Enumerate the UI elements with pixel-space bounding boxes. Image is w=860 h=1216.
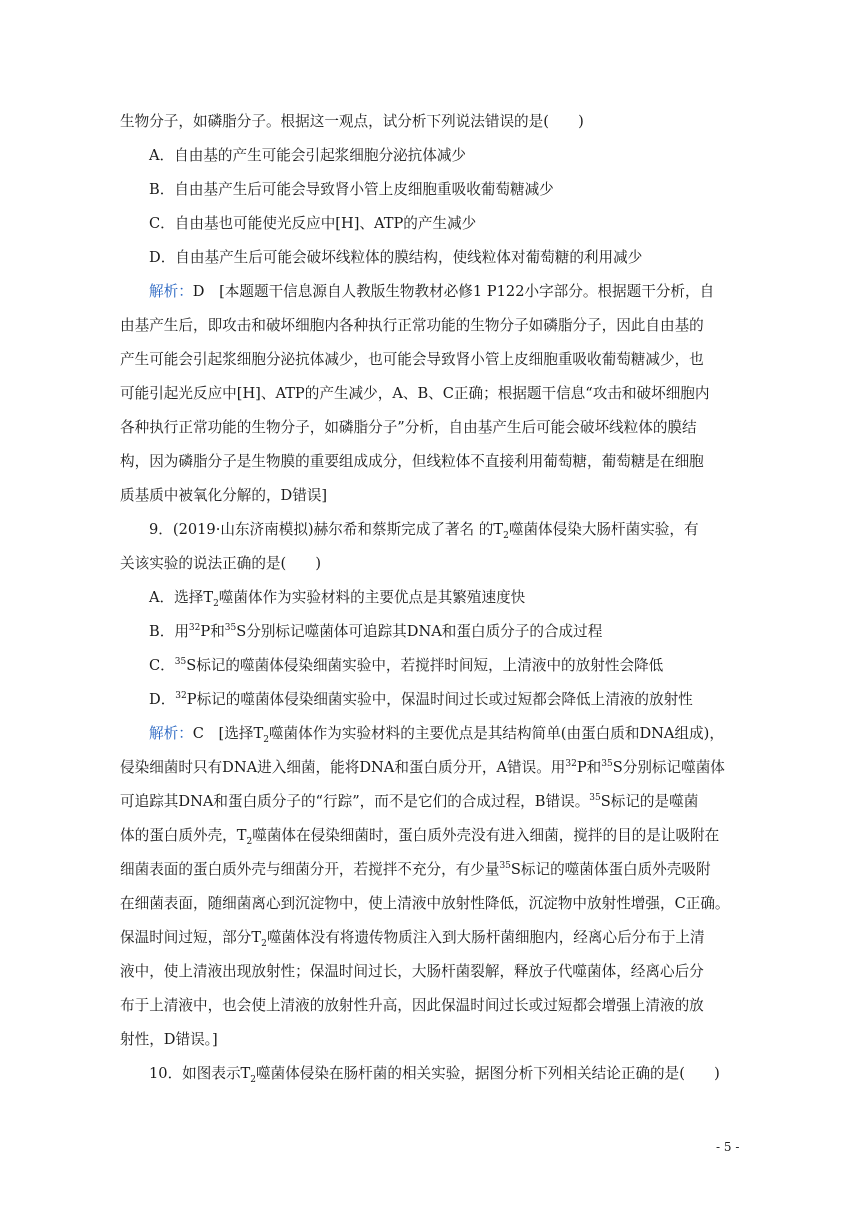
q8-analysis-line: 解析：D [本题题干信息源自人教版生物教材必修1 P122小字部分。根据题干分析，自 [149, 283, 715, 300]
q8-analysis-line: 产生可能会引起浆细胞分泌抗体减少，也可能会导致肾小管上皮细胞重吸收葡萄糖减少，也 [120, 351, 704, 368]
q9-analysis-line: 液中，使上清液出现放射性；保温时间过长，大肠杆菌裂解，释放子代噬菌体，经离心后分 [120, 963, 704, 980]
page-number: - 5 - [716, 1140, 740, 1154]
q9-analysis-line: 保温时间过短，部分$T_2$噬菌体没有将遗传物质注入到大肠杆菌细胞内，经离心后分布于上清 [120, 929, 705, 949]
q8-analysis-line: 由基产生后，即攻击和破坏细胞内各种执行正常功能的生物分子如磷脂分子，因此自由基的 [120, 317, 704, 334]
q8-stem-tail: 生物分子，如磷脂分子。根据这一观点，试分析下列说法错误的是( ) [120, 113, 584, 130]
q8-analysis-line: 质基质中被氧化分解的，D错误] [120, 487, 328, 504]
q9-analysis-line: 细菌表面的蛋白质外壳与细菌分开，若搅拌不充分，有少量$^{35}$S标记的噬菌体蛋白质外壳吸附 [120, 861, 711, 878]
q8-option-b: B．自由基产生后可能会导致肾小管上皮细胞重吸收葡萄糖减少 [149, 181, 554, 198]
q8-analysis-line: 各种执行正常功能的生物分子，如磷脂分子”分析，自由基产生后可能会破坏线粒体的膜结 [120, 419, 697, 436]
q9-option-c: C．$^{35}$S标记的噬菌体侵染细菌实验中，若搅拌时间短，上清液中的放射性会降低 [149, 657, 664, 674]
q9-analysis-line: 侵染细菌时只有DNA进入细菌，能将DNA和蛋白质分开，A错误。用$^{32}$P和$^{35}$S分别标记噬菌体 [120, 759, 725, 776]
q9-stem-line2: 关该实验的说法正确的是( ) [120, 555, 322, 572]
q9-option-d: D．$^{32}$P标记的噬菌体侵染细菌实验中，保温时间过长或过短都会降低上清液的放射性 [149, 691, 693, 708]
q8-analysis-line: 可能引起光反应中[H]、ATP的产生减少，A、B、C正确；根据题干信息“攻击和破坏细胞内 [120, 385, 710, 402]
q8-analysis-line: 构，因为磷脂分子是生物膜的重要组成成分，但线粒体不直接利用葡萄糖，葡萄糖是在细胞 [120, 453, 704, 470]
q9-stem: 9．(2019·山东济南模拟)赫尔希和蔡斯完成了著名 的$T_2$噬菌体侵染大肠杆菌实验，有 [149, 521, 699, 541]
q8-option-a: A．自由基的产生可能会引起浆细胞分泌抗体减少 [149, 147, 467, 164]
q9-analysis-line: 体的蛋白质外壳，$T_2$噬菌体在侵染细菌时，蛋白质外壳没有进入细菌，搅拌的目的是让吸附在 [120, 827, 720, 847]
q8-option-d: D．自由基产生后可能会破坏线粒体的膜结构，使线粒体对葡萄糖的利用减少 [149, 249, 643, 266]
q9-analysis-line: 在细菌表面，随细菌离心到沉淀物中，使上清液中放射性降低，沉淀物中放射性增强，C正确。 [120, 895, 730, 912]
q9-analysis-line: 可追踪其DNA和蛋白质分子的“行踪”，而不是它们的合成过程，B错误。$^{35}$S标记的是噬菌 [120, 793, 699, 810]
q9-analysis-line: 布于上清液中，也会使上清液的放射性升高，因此保温时间过长或过短都会增强上清液的放 [120, 997, 704, 1014]
q9-option-a: A．选择$T_2$噬菌体作为实验材料的主要优点是其繁殖速度快 [149, 589, 526, 609]
analysis-label: 解析： [149, 283, 193, 300]
q9-analysis-line: 射性，D错误。] [120, 1031, 218, 1048]
q9-option-b: B．用$^{32}$P和$^{35}$S分别标记噬菌体可追踪其DNA和蛋白质分子的合成过程 [149, 623, 603, 640]
q9-analysis-line: 解析：C [选择$T_2$噬菌体作为实验材料的主要优点是其结构简单(由蛋白质和DNA组成)， [149, 725, 724, 745]
q10-stem: 10．如图表示$T_2$噬菌体侵染在肠杆菌的相关实验，据图分析下列相关结论正确的是( ) [149, 1065, 720, 1085]
analysis-label: 解析： [149, 725, 193, 742]
q8-option-c: C．自由基也可能使光反应中[H]、ATP的产生减少 [149, 215, 477, 232]
